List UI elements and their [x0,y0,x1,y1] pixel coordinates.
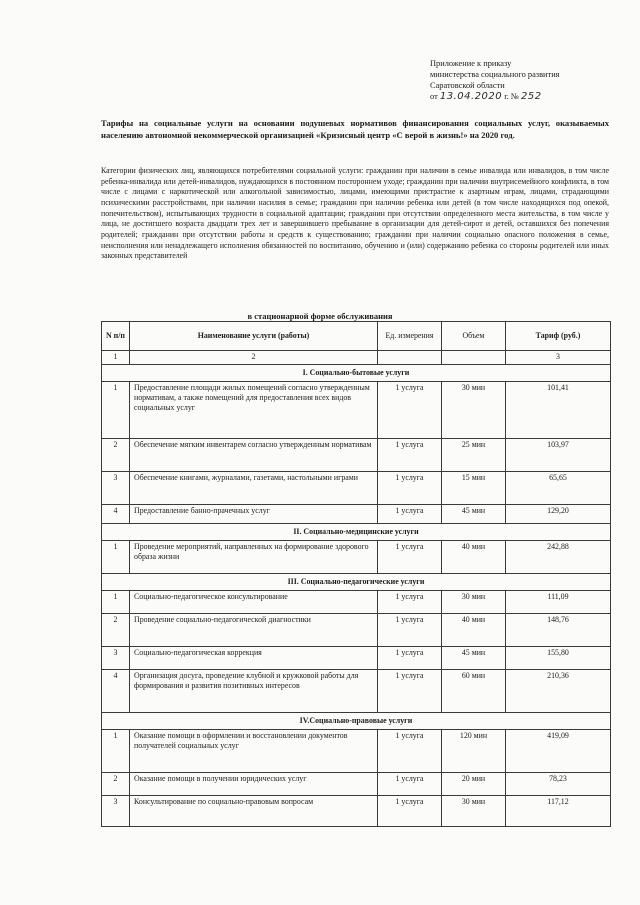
table-header-row [102,322,611,351]
service-number: 2 [102,439,130,472]
appendix-line-3: Саратовской области [430,81,505,90]
service-unit: 1 услуга [378,730,442,773]
table-row [102,796,611,827]
service-name: Проведение социально-педагогической диагностики [130,614,378,647]
service-tariff: 129,20 [506,505,611,524]
service-number: 3 [102,472,130,505]
service-form-label: в стационарной форме обслуживания [247,311,393,321]
service-volume: 45 мин [442,647,506,670]
service-tariff: 210,36 [506,670,611,713]
appendix-line-1: Приложение к приказу [430,59,512,68]
appendix-block [430,58,630,102]
section-header-row [102,365,611,382]
service-volume: 60 мин [442,670,506,713]
service-volume: 25 мин [442,439,506,472]
header-tariff: Тариф (руб.) [506,322,611,351]
table-row [102,773,611,796]
table-row [102,439,611,472]
index-cell-1: 1 [102,351,130,365]
service-unit: 1 услуга [378,773,442,796]
service-unit: 1 услуга [378,382,442,439]
column-index-row [102,351,611,365]
service-number: 3 [102,796,130,827]
order-from-label: от [430,92,438,101]
service-unit: 1 услуга [378,647,442,670]
index-cell-empty-1 [378,351,442,365]
service-volume: 30 мин [442,591,506,614]
service-unit: 1 услуга [378,472,442,505]
section-title: I. Социально-бытовые услуги [102,365,611,382]
service-tariff: 419,09 [506,730,611,773]
section-header-row [102,713,611,730]
service-name: Организация досуга, проведение клубной и кружковой работы для формирования и развития позитивных интересов [130,670,378,713]
service-number: 2 [102,773,130,796]
service-tariff: 101,41 [506,382,611,439]
service-tariff: 242,88 [506,541,611,574]
order-date-number-line [430,91,630,102]
service-name: Социально-педагогическое консультирование [130,591,378,614]
service-volume: 15 мин [442,472,506,505]
service-unit: 1 услуга [378,796,442,827]
order-number-label: г. № [504,92,519,101]
service-number: 1 [102,591,130,614]
service-volume: 45 мин [442,505,506,524]
service-volume: 40 мин [442,614,506,647]
service-name: Консультирование по социально-правовым вопросам [130,796,378,827]
service-number: 1 [102,730,130,773]
table-row [102,730,611,773]
index-cell-3: 3 [506,351,611,365]
table-row [102,670,611,713]
tariff-table [101,321,611,827]
service-tariff: 65,65 [506,472,611,505]
service-unit: 1 услуга [378,505,442,524]
section-header-row [102,524,611,541]
service-volume: 40 мин [442,541,506,574]
section-title: IV.Социально-правовые услуги [102,713,611,730]
order-number-handwritten: 252 [520,91,542,102]
table-row [102,472,611,505]
service-tariff: 148,76 [506,614,611,647]
table-row [102,541,611,574]
section-title: III. Социально-педагогические услуги [102,574,611,591]
index-cell-2: 2 [130,351,378,365]
service-unit: 1 услуга [378,614,442,647]
service-volume: 30 мин [442,796,506,827]
service-name: Предоставление площади жилых помещений согласно утвержденным нормативам, а также помещений для предоставления всех видов социальных услуг [130,382,378,439]
service-tariff: 155,80 [506,647,611,670]
header-unit: Ед. измерения [378,322,442,351]
table-row [102,505,611,524]
service-number: 2 [102,614,130,647]
order-date-handwritten: 13.04.2020 [439,91,503,102]
service-name: Обеспечение книгами, журналами, газетами, настольными играми [130,472,378,505]
service-tariff: 117,12 [506,796,611,827]
service-volume: 20 мин [442,773,506,796]
service-volume: 30 мин [442,382,506,439]
table-row [102,647,611,670]
service-name: Проведение мероприятий, направленных на формирование здорового образа жизни [130,541,378,574]
header-num: N п/п [102,322,130,351]
service-number: 4 [102,505,130,524]
service-number: 3 [102,647,130,670]
service-name: Оказание помощи в оформлении и восстановлении документов получателей социальных услуг [130,730,378,773]
header-volume: Объем [442,322,506,351]
service-tariff: 111,09 [506,591,611,614]
service-unit: 1 услуга [378,591,442,614]
service-number: 4 [102,670,130,713]
service-number: 1 [102,541,130,574]
service-unit: 1 услуга [378,670,442,713]
service-unit: 1 услуга [378,541,442,574]
service-name: Социально-педагогическая коррекция [130,647,378,670]
categories-paragraph: Категории физических лиц, являющихся потребителями социальной услуги: гражданин при наличии в семье инвалида или инвалидов, в том числе ребенка-инвалида или детей-инвалидов, нуждающихся в постоянном постороннем уходе; гражданин при наличии внутрисемейного конфликта, в том числе с лицами с наркотической или алкогольной зависимостью, лицами, имеющими пристрастие к азартным играм, лицами, страдающими психическими расстройствами, при наличии насилия в семье; гражданин при наличии ребенка или детей (в том числе находящихся под опекой, попечительством), испытывающих трудности в социальной адаптации; гражданин при отсутствии определенного места жительства, в том числе у лица, не достигшего возраста двадцати трех лет и завершившего пребывание в организации для детей-сирот и детей, оставшихся без попечения родителей; гражданин при отсутствии работы и средств к существованию; гражданин при наличии социально опасного положения в семье, неисполнения или ненадлежащего исполнения обязанностей по воспитанию, обучению и (или) содержанию ребенка со стороны родителей или иных законных представителей [101,166,609,261]
service-tariff: 103,97 [506,439,611,472]
table-row [102,591,611,614]
service-name: Обеспечение мягким инвентарем согласно утвержденным нормативам [130,439,378,472]
service-name: Оказание помощи в получении юридических услуг [130,773,378,796]
header-name: Наименование услуги (работы) [130,322,378,351]
service-name: Предоставление банно-прачечных услуг [130,505,378,524]
service-tariff: 78,23 [506,773,611,796]
table-row [102,382,611,439]
section-title: II. Социально-медицинские услуги [102,524,611,541]
service-unit: 1 услуга [378,439,442,472]
document-title: Тарифы на социальные услуги на основании подушевых нормативов финансирования социальных услуг, оказываемых населению автономной некоммерческой организацией «Кризисный центр «С верой в жизнь!» на 2020 год. [101,118,609,140]
appendix-line-2: министерства социального развития [430,70,560,79]
tariff-table-body [102,351,611,827]
index-cell-empty-2 [442,351,506,365]
section-header-row [102,574,611,591]
table-row [102,614,611,647]
service-volume: 120 мин [442,730,506,773]
service-number: 1 [102,382,130,439]
